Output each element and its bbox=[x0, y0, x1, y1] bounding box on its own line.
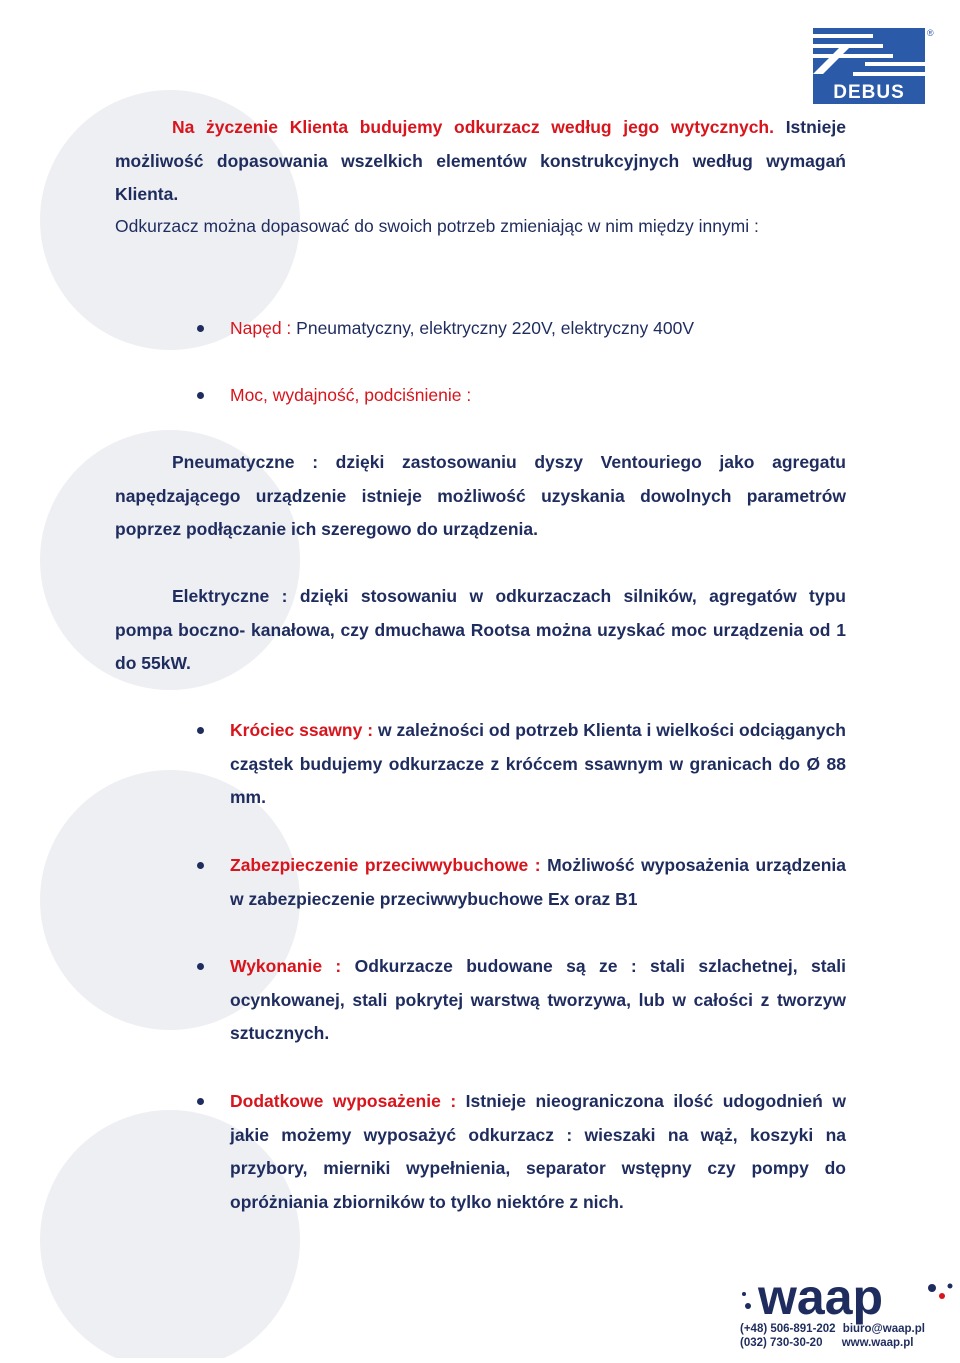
waap-brand: waap bbox=[758, 1269, 884, 1325]
intro-text: Istnieje możliwość dopasowania wszelkich elementów konstrukcyjnych według wymagań Klienta. bbox=[115, 117, 846, 204]
inlet-label: Króciec ssawny : bbox=[230, 720, 374, 740]
waap-contact-row-1 bbox=[740, 1322, 960, 1336]
debus-brand: DEBUS bbox=[813, 82, 925, 104]
extras-item bbox=[230, 1085, 846, 1219]
pneumatic-paragraph: Pneumatyczne : dzięki zastosowaniu dyszy Ventouriego jako agregatu napędzającego urządzenie istnieje możliwość uzyskania dowolnych parametrów poprzez podłączanie ich szeregowo do urządzenia. bbox=[115, 452, 846, 539]
adjust-paragraph: Odkurzacz można dopasować do swoich potrzeb zmieniając w nim między innymi : bbox=[115, 216, 759, 236]
bullet-extras bbox=[197, 1098, 204, 1105]
waap-footer-logo bbox=[736, 1266, 960, 1358]
construction-text: Odkurzacze budowane są ze : stali szlachetnej, stali ocynkowanej, stali pokrytej warstwą tworzywa, lub w całości z tworzyw sztucznych. bbox=[230, 956, 846, 1043]
bullet-drive bbox=[197, 325, 204, 332]
drive-item bbox=[230, 312, 846, 346]
drive-text: Pneumatyczny, elektryczny 220V, elektryczny 400V bbox=[296, 318, 695, 338]
intro-highlight: Na życzenie Klienta budujemy odkurzacz według jego wytycznych. bbox=[172, 117, 774, 137]
waap-contact-row-2 bbox=[740, 1336, 960, 1350]
waap-contacts bbox=[740, 1322, 960, 1350]
drive-label: Napęd : bbox=[230, 318, 292, 338]
extras-text: Istnieje nieograniczona ilość udogodnień w jakie możemy wyposażyć odkurzacz : wieszaki na wąż, koszyki na przybory, mierniki wypełnienia, separator wstępny czy pompy do opróżniania zbiorników to tylko niektóre z nich. bbox=[230, 1091, 846, 1212]
debus-emblem-icon bbox=[813, 28, 925, 82]
intro-paragraph bbox=[115, 111, 846, 212]
registered-mark: ® bbox=[927, 28, 934, 38]
bullet-construction bbox=[197, 963, 204, 970]
bullet-explosion bbox=[197, 862, 204, 869]
extras-label: Dodatkowe wyposażenie : bbox=[230, 1091, 457, 1111]
waap-phone-1: (+48) 506-891-202 bbox=[740, 1323, 836, 1335]
bullet-inlet bbox=[197, 727, 204, 734]
electric-paragraph: Elektryczne : dzięki stosowaniu w odkurzaczach silników, agregatów typu pompa boczno- kanałowa, czy dmuchawa Rootsa można uzyskać moc urządzenia od 1 do 55kW. bbox=[115, 586, 846, 673]
power-label: Moc, wydajność, podciśnienie : bbox=[230, 385, 472, 405]
explosion-text: Możliwość wyposażenia urządzenia w zabezpieczenie przeciwwybuchowe Ex oraz B1 bbox=[230, 855, 846, 909]
waap-phone-2: (032) 730-30-20 bbox=[740, 1337, 823, 1349]
explosion-item bbox=[230, 849, 846, 916]
explosion-label: Zabezpieczenie przeciwwybuchowe : bbox=[230, 855, 541, 875]
bullet-power bbox=[197, 392, 204, 399]
inlet-item bbox=[230, 714, 846, 815]
debus-logo bbox=[813, 28, 934, 104]
waap-email: biuro@waap.pl bbox=[842, 1323, 925, 1335]
construction-label: Wykonanie : bbox=[230, 956, 342, 976]
inlet-text: w zależności od potrzeb Klienta i wielkości odciąganych cząstek budujemy odkurzacze z króćcem ssawnym w granicach do Ø 88 mm. bbox=[230, 720, 846, 807]
waap-website: www.waap.pl bbox=[841, 1337, 914, 1349]
construction-item bbox=[230, 950, 846, 1051]
